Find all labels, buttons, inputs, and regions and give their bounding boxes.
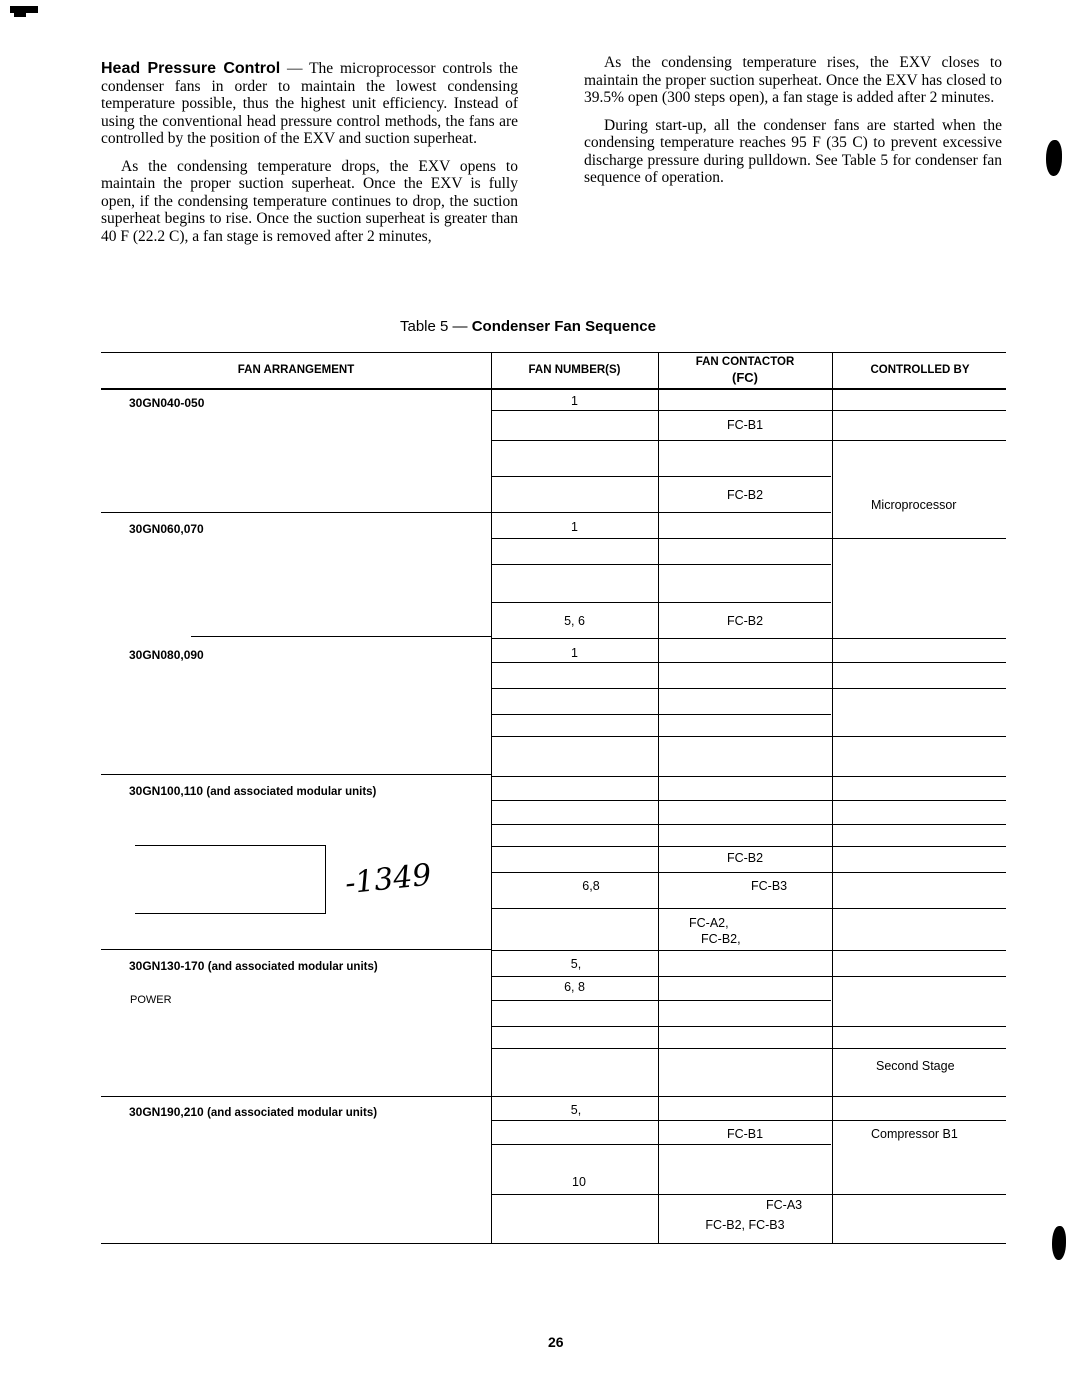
fan-number-cell: 1 <box>571 646 578 660</box>
fan-number-cell: 1 <box>571 520 578 534</box>
row-rule <box>491 1096 1006 1097</box>
row-rule <box>491 1048 1006 1049</box>
controlled-by-cell: Compressor B1 <box>871 1127 958 1141</box>
scan-blot <box>1052 1226 1066 1260</box>
contactor-cell: FC-A3 <box>766 1198 803 1212</box>
group-rule <box>101 774 491 775</box>
contactor-cell: FC-B2, <box>701 932 741 946</box>
table-bottom-rule <box>101 1243 1006 1244</box>
group-label: 30GN040-050 <box>129 396 205 410</box>
row-rule <box>491 638 1006 639</box>
group-rule <box>101 1096 511 1097</box>
group-rule <box>101 949 491 950</box>
page-number: 26 <box>548 1334 564 1350</box>
row-rule <box>491 476 831 477</box>
group-label: 30GN080,090 <box>129 648 204 662</box>
row-rule <box>491 714 831 715</box>
row-rule <box>491 908 1006 909</box>
table-number: Table 5 <box>400 318 449 335</box>
row-rule <box>491 846 1006 847</box>
group-rule <box>101 512 491 513</box>
contactor-cell: FC-B2 <box>726 851 764 865</box>
fan-number-cell: 5, 6 <box>564 614 585 628</box>
fan-number-cell: 6,8 <box>582 879 600 893</box>
paragraph-head-pressure <box>101 60 518 148</box>
row-rule <box>491 1120 1006 1121</box>
row-rule <box>491 440 1006 441</box>
row-rule <box>491 976 1006 977</box>
fan-number-cell: 1 <box>571 394 578 408</box>
handwritten-box <box>135 845 326 914</box>
row-rule <box>491 1000 831 1001</box>
row-rule <box>491 824 1006 825</box>
table-title <box>400 318 656 335</box>
run-in-heading: Head Pressure Control <box>101 60 281 77</box>
paragraph-condensing-drop: As the condensing temperature drops, the EXV opens to maintain the proper suction superheat. Once the EXV is fully open, if the condensing temperature continues to drop, the suction superheat begins to rise. Once the suction superheat is greater than 40 F (22.2 C), a fan stage is removed after 2 minutes, <box>101 157 518 245</box>
group-label: 30GN100,110 (and associated modular units) <box>129 784 377 798</box>
row-rule <box>491 1144 831 1145</box>
controlled-by-cell: Second Stage <box>876 1059 955 1073</box>
row-rule <box>491 800 1006 801</box>
fan-number-cell: 5, <box>570 957 582 971</box>
row-rule <box>491 564 831 565</box>
power-label: POWER <box>130 994 172 1006</box>
row-rule <box>491 538 1006 539</box>
row-rule <box>491 512 831 513</box>
handwritten-note: -1349 <box>343 857 434 902</box>
paragraph-condensing-rise: As the condensing temperature rises, the EXV closes to maintain the proper suction superheat. Once the EXV has closed to 39.5% open (300 steps open), a fan stage is added after 2 minutes. <box>584 54 1002 106</box>
column-divider <box>491 352 492 1244</box>
fan-number-cell: 5, <box>570 1103 582 1117</box>
group-rule <box>191 636 491 637</box>
left-text-column <box>101 60 518 255</box>
table-title-text: Condenser Fan Sequence <box>471 318 656 335</box>
contactor-cell: FC-B2 <box>726 614 764 628</box>
row-rule <box>491 1194 1006 1195</box>
header-controlled-by: CONTROLLED BY <box>870 364 970 376</box>
controlled-by-cell: Microprocessor <box>871 498 957 512</box>
column-divider <box>832 352 833 1244</box>
row-rule <box>491 662 1006 663</box>
row-rule <box>491 602 831 603</box>
fan-number-cell: 6, 8 <box>564 980 585 994</box>
table-header-rule <box>101 388 1006 390</box>
corner-registration-mark <box>10 6 38 13</box>
scan-blot <box>1046 140 1062 176</box>
row-rule <box>491 872 1006 873</box>
row-rule <box>491 1026 1006 1027</box>
contactor-cell: FC-B1 <box>726 418 764 432</box>
contactor-cell: FC-B3 <box>751 879 788 893</box>
row-rule <box>491 688 1006 689</box>
table-top-rule <box>101 352 1006 353</box>
group-label: 30GN190,210 (and associated modular units) <box>129 1105 378 1119</box>
header-fan-numbers: FAN NUMBER(S) <box>528 364 621 376</box>
heading-dash: — <box>287 60 303 77</box>
row-rule <box>491 736 1006 737</box>
right-text-column <box>584 54 1002 197</box>
group-label: 30GN060,070 <box>129 522 204 536</box>
header-fan-contactor: FAN CONTACTOR <box>695 356 795 368</box>
column-divider <box>658 352 659 1244</box>
contactor-cell: FC-B2 <box>726 488 764 502</box>
header-fan-arrangement: FAN ARRANGEMENT <box>237 364 355 376</box>
row-rule <box>491 776 1006 777</box>
paragraph-startup: During start-up, all the condenser fans are started when the condensing temperature reaches 95 F (35 C) to prevent excessive discharge pressure during pulldown. See Table 5 for condenser fan sequence of operation. <box>584 116 1002 186</box>
contactor-cell: FC-B1 <box>726 1127 764 1141</box>
table-title-dash: — <box>452 318 468 335</box>
paragraph-text: The microprocessor controls the condenser fans in order to maintain the lowest condensing temperature possible, thus the highest unit efficiency. Instead of using the conventional head pressure control methods, the fans are controlled by the position of the EXV and suction superheat. <box>101 60 518 147</box>
row-rule <box>491 950 1006 951</box>
fan-number-cell: 10 <box>572 1175 586 1189</box>
header-fan-contactor-abbrev: (FC) <box>732 370 758 385</box>
group-label: 30GN130-170 (and associated modular units) <box>129 959 378 973</box>
row-rule <box>491 410 1006 411</box>
contactor-cell: FC-B2, FC-B3 <box>705 1218 785 1232</box>
contactor-cell: FC-A2, <box>689 916 729 930</box>
